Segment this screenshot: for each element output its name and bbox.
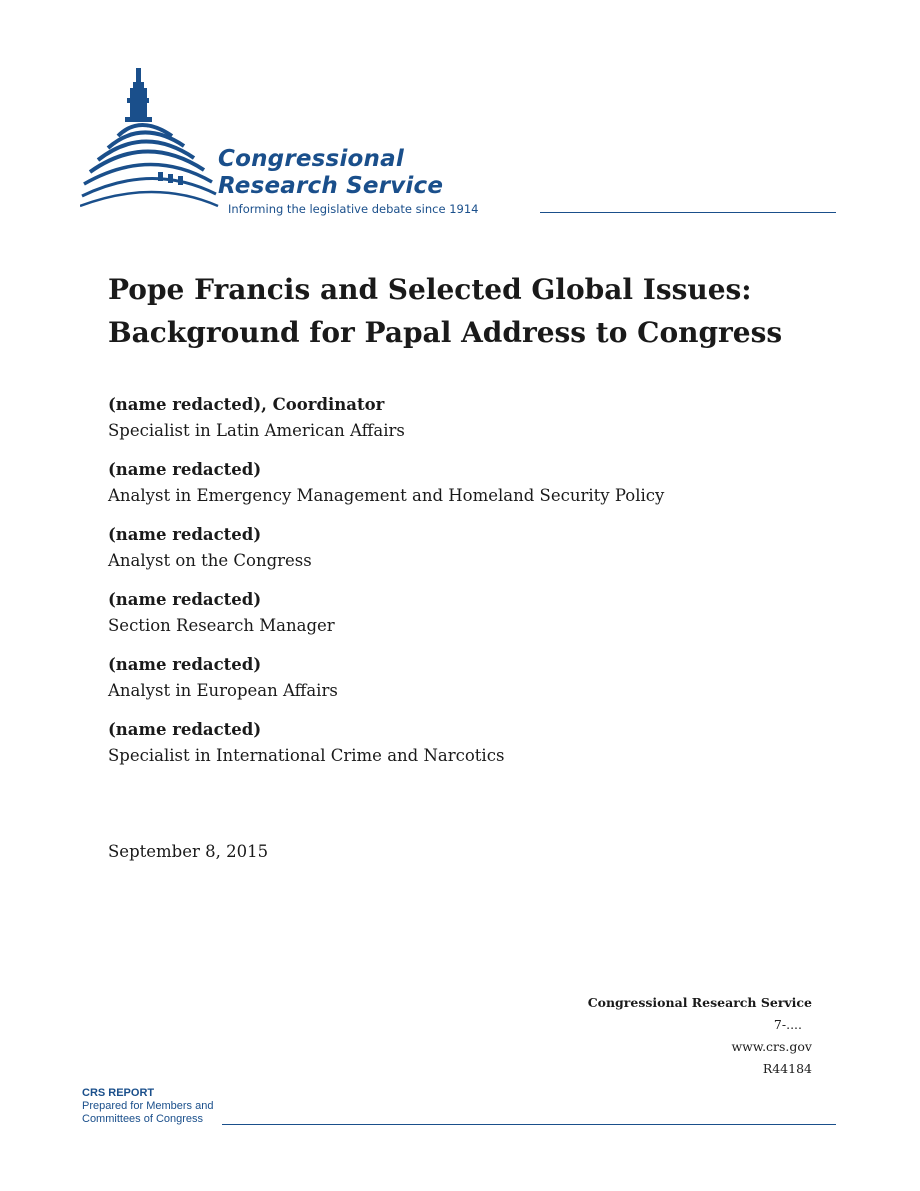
report-title-line2: Background for Papal Address to Congress bbox=[108, 316, 783, 349]
crs-name: Congressional Research Service bbox=[587, 995, 812, 1010]
brand-name-line1: Congressional bbox=[218, 146, 404, 172]
author-name: (name redacted) bbox=[108, 525, 262, 544]
crs-report-footer bbox=[82, 1087, 213, 1126]
crs-contact-block bbox=[588, 992, 812, 1080]
author-name: (name redacted), Coordinator bbox=[108, 395, 385, 414]
author-list bbox=[108, 392, 868, 782]
brand-name-line2: Research Service bbox=[218, 173, 444, 199]
author-role: Section Research Manager bbox=[108, 616, 335, 635]
author-name: (name redacted) bbox=[108, 460, 262, 479]
brand-tagline: Informing the legislative debate since 1914 bbox=[228, 202, 479, 216]
crs-phone: 7-.... bbox=[773, 1017, 802, 1032]
crs-website-link[interactable]: www.crs.gov bbox=[731, 1039, 812, 1054]
report-label: CRS REPORT bbox=[82, 1087, 155, 1099]
report-audience-line2: Committees of Congress bbox=[82, 1113, 204, 1125]
report-title bbox=[108, 268, 868, 354]
report-number: R44184 bbox=[762, 1061, 812, 1076]
author-entry bbox=[108, 522, 868, 574]
author-role: Analyst in Emergency Management and Homeland Security Policy bbox=[108, 486, 665, 505]
report-date: September 8, 2015 bbox=[108, 842, 269, 861]
capitol-dome-icon bbox=[80, 66, 220, 216]
author-role: Analyst in European Affairs bbox=[108, 681, 338, 700]
author-name: (name redacted) bbox=[108, 720, 262, 739]
author-entry bbox=[108, 587, 868, 639]
author-role: Analyst on the Congress bbox=[108, 551, 312, 570]
author-entry bbox=[108, 392, 868, 444]
report-title-line1: Pope Francis and Selected Global Issues: bbox=[108, 273, 752, 306]
tagline-divider bbox=[540, 212, 836, 213]
author-name: (name redacted) bbox=[108, 655, 262, 674]
author-role: Specialist in Latin American Affairs bbox=[108, 421, 405, 440]
author-entry bbox=[108, 457, 868, 509]
author-role: Specialist in International Crime and Narcotics bbox=[108, 746, 505, 765]
report-audience-line1: Prepared for Members and bbox=[82, 1100, 214, 1112]
crs-logo bbox=[80, 66, 840, 226]
author-entry bbox=[108, 652, 868, 704]
author-entry bbox=[108, 717, 868, 769]
author-name: (name redacted) bbox=[108, 590, 262, 609]
footer-divider bbox=[222, 1124, 836, 1125]
